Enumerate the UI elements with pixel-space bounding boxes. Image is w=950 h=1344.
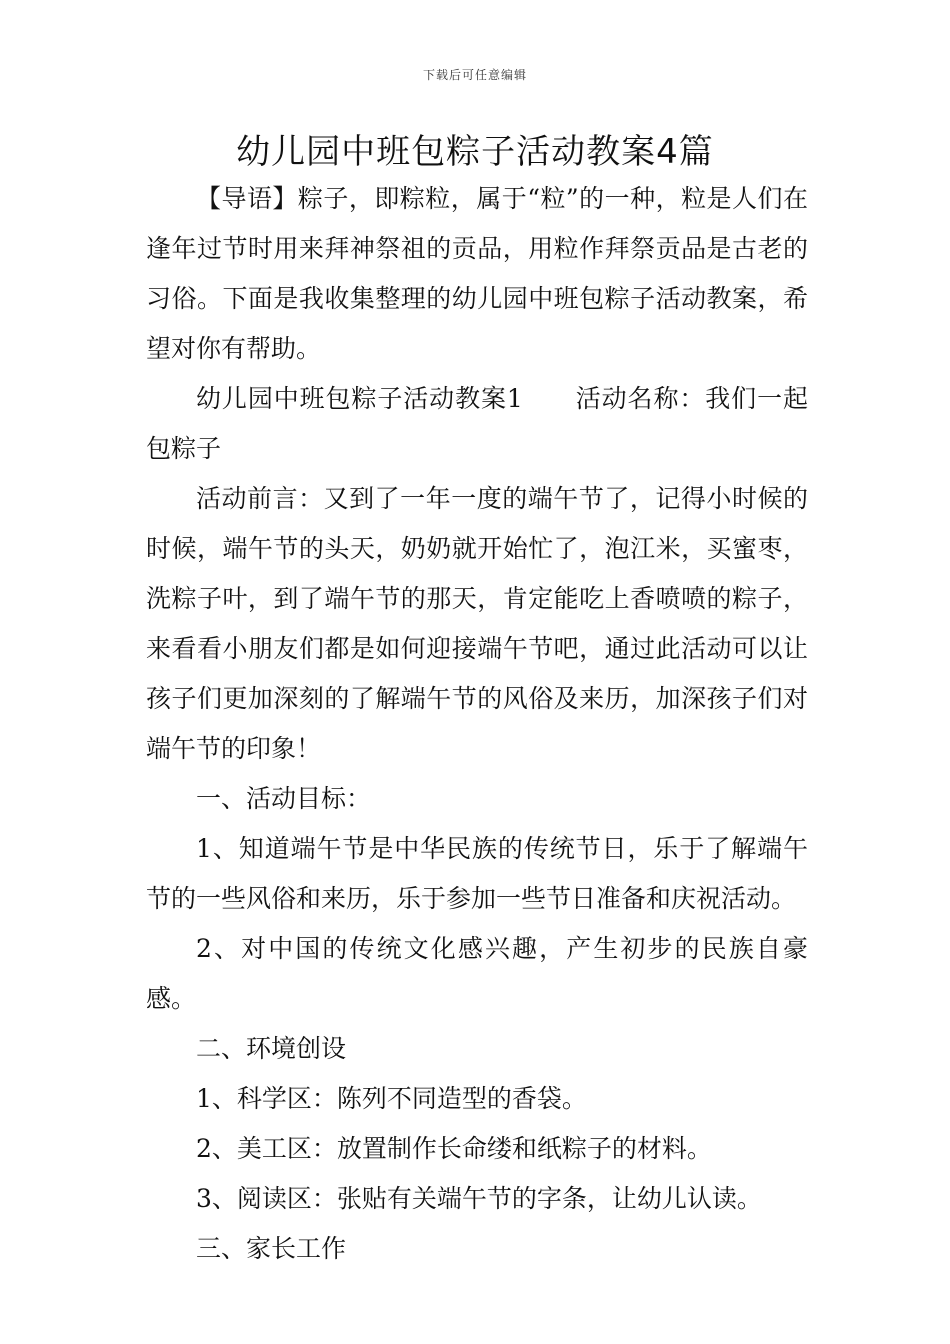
preface-paragraph: 活动前言：又到了一年一度的端午节了，记得小时候的时候，端午节的头天，奶奶就开始忙了，泡江米，买蜜枣，洗粽子叶，到了端午节的那天，肯定能吃上香喷喷的粽子，来看看小朋友们都是如何迎接端午节吧，通过此活动可以让孩子们更加深刻的了解端午节的风俗及来历，加深孩子们对端午节的印象！: [146, 484, 808, 763]
activity-name: 活动名称：我们一起包粽子: [146, 384, 808, 463]
goals-heading: 一、活动目标：: [196, 784, 372, 813]
document-body: [146, 174, 808, 1274]
plan1-heading-line: [146, 374, 808, 474]
goal-item-2: 2、对中国的传统文化感兴趣，产生初步的民族自豪感。: [146, 934, 808, 1013]
environment-item-1: 1、科学区：陈列不同造型的香袋。: [196, 1084, 587, 1113]
plan1-heading: 幼儿园中班包粽子活动教案1: [196, 384, 523, 413]
document-title: 幼儿园中班包粽子活动教案4篇: [236, 132, 714, 172]
environment-item-2: 2、美工区：放置制作长命缕和纸粽子的材料。: [196, 1134, 712, 1163]
parent-work-heading: 三、家长工作: [196, 1234, 347, 1263]
intro-paragraph: 【导语】粽子，即粽粒，属于“粒”的一种，粒是人们在逢年过节时用来拜神祭祖的贡品，用粒作拜祭贡品是古老的习俗。下面是我收集整理的幼儿园中班包粽子活动教案，希望对你有帮助。: [146, 184, 808, 363]
environment-heading: 二、环境创设: [196, 1034, 347, 1063]
environment-item-3: 3、阅读区：张贴有关端午节的字条，让幼儿认读。: [196, 1184, 762, 1213]
goal-item-1: 1、知道端午节是中华民族的传统节日，乐于了解端午节的一些风俗和来历，乐于参加一些节日准备和庆祝活动。: [146, 834, 808, 913]
header-note: 下载后可任意编辑: [422, 68, 527, 82]
